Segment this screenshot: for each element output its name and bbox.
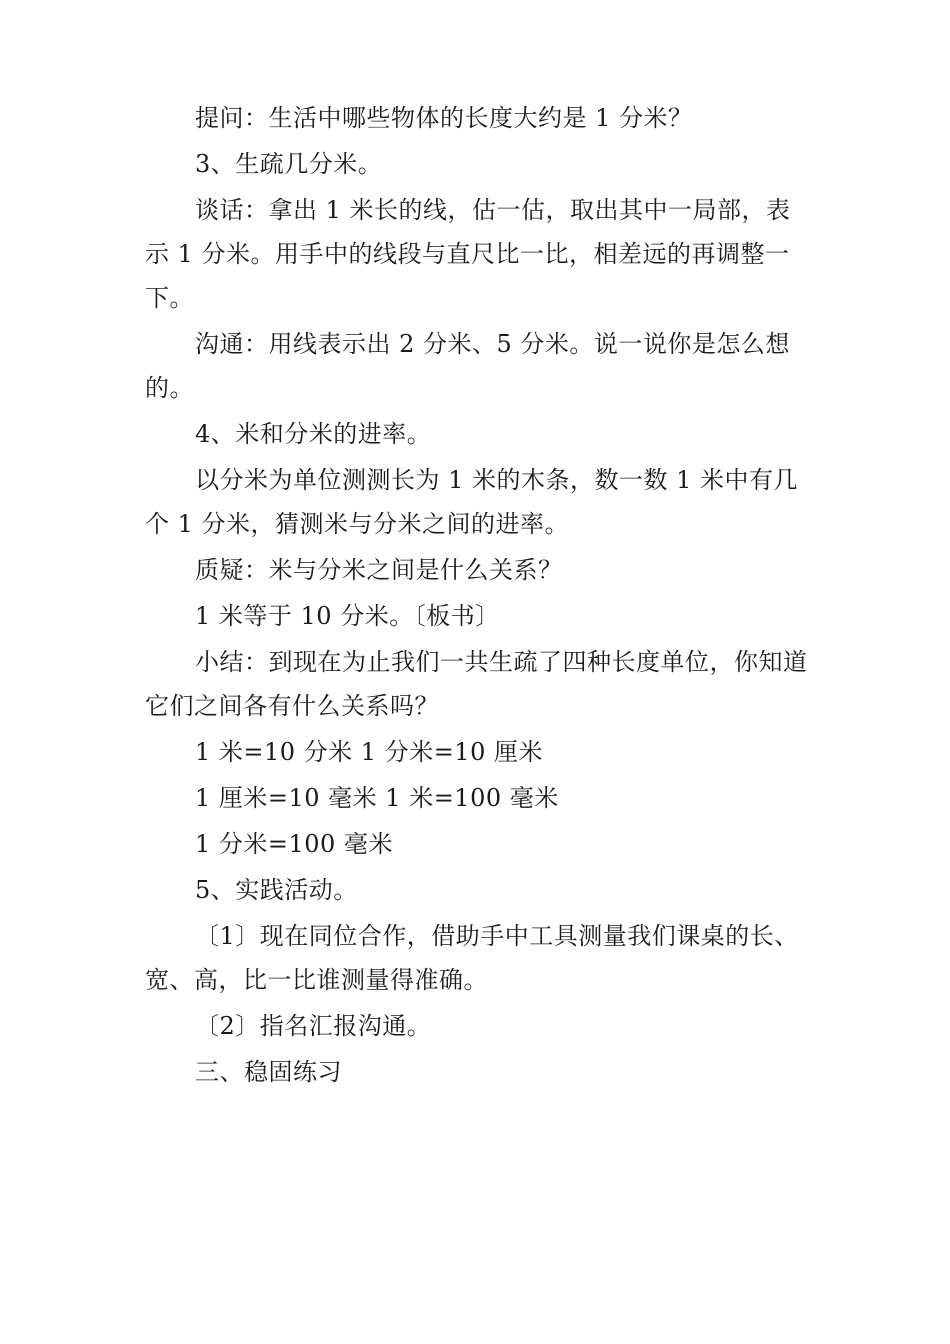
paragraph-conversion-1: 1 米=10 分米 1 分米=10 厘米 — [195, 738, 543, 766]
document-body — [145, 96, 810, 1094]
paragraph-query: 质疑：米与分米之间是什么关系？ — [195, 556, 563, 584]
paragraph-heading-practice: 三、稳固练习 — [195, 1058, 342, 1086]
paragraph-communicate: 沟通：用线表示出 2 分米、5 分米。说一说你是怎么想的。 — [145, 330, 790, 402]
paragraph-talk: 谈话：拿出 1 米长的线，估一估，取出其中一局部，表示 1 分米。用手中的线段与直尺比一比，相差远的再调整一下。 — [145, 196, 791, 312]
paragraph-activity-1: 〔1〕现在同位合作，借助手中工具测量我们课桌的长、宽、高，比一比谁测量得准确。 — [145, 922, 799, 994]
paragraph-board-note: 1 米等于 10 分米。〔板书〕 — [195, 602, 500, 630]
paragraph-measure-stick: 以分米为单位测测长为 1 米的木条，数一数 1 米中有几个 1 分米，猜测米与分米之间的进率。 — [145, 466, 799, 538]
paragraph-activity-2: 〔2〕指名汇报沟通。 — [195, 1012, 432, 1040]
paragraph-question-1dm: 提问：生活中哪些物体的长度大约是 1 分米？ — [195, 104, 693, 132]
paragraph-summary: 小结：到现在为止我们一共生疏了四种长度单位，你知道它们之间各有什么关系吗？ — [145, 648, 808, 720]
paragraph-heading-4: 4、米和分米的进率。 — [195, 420, 432, 448]
paragraph-conversion-3: 1 分米=100 毫米 — [195, 830, 393, 858]
paragraph-heading-3: 3、生疏几分米。 — [195, 150, 383, 178]
paragraph-heading-5: 5、实践活动。 — [195, 876, 358, 904]
paragraph-conversion-2: 1 厘米=10 毫米 1 米=100 毫米 — [195, 784, 559, 812]
